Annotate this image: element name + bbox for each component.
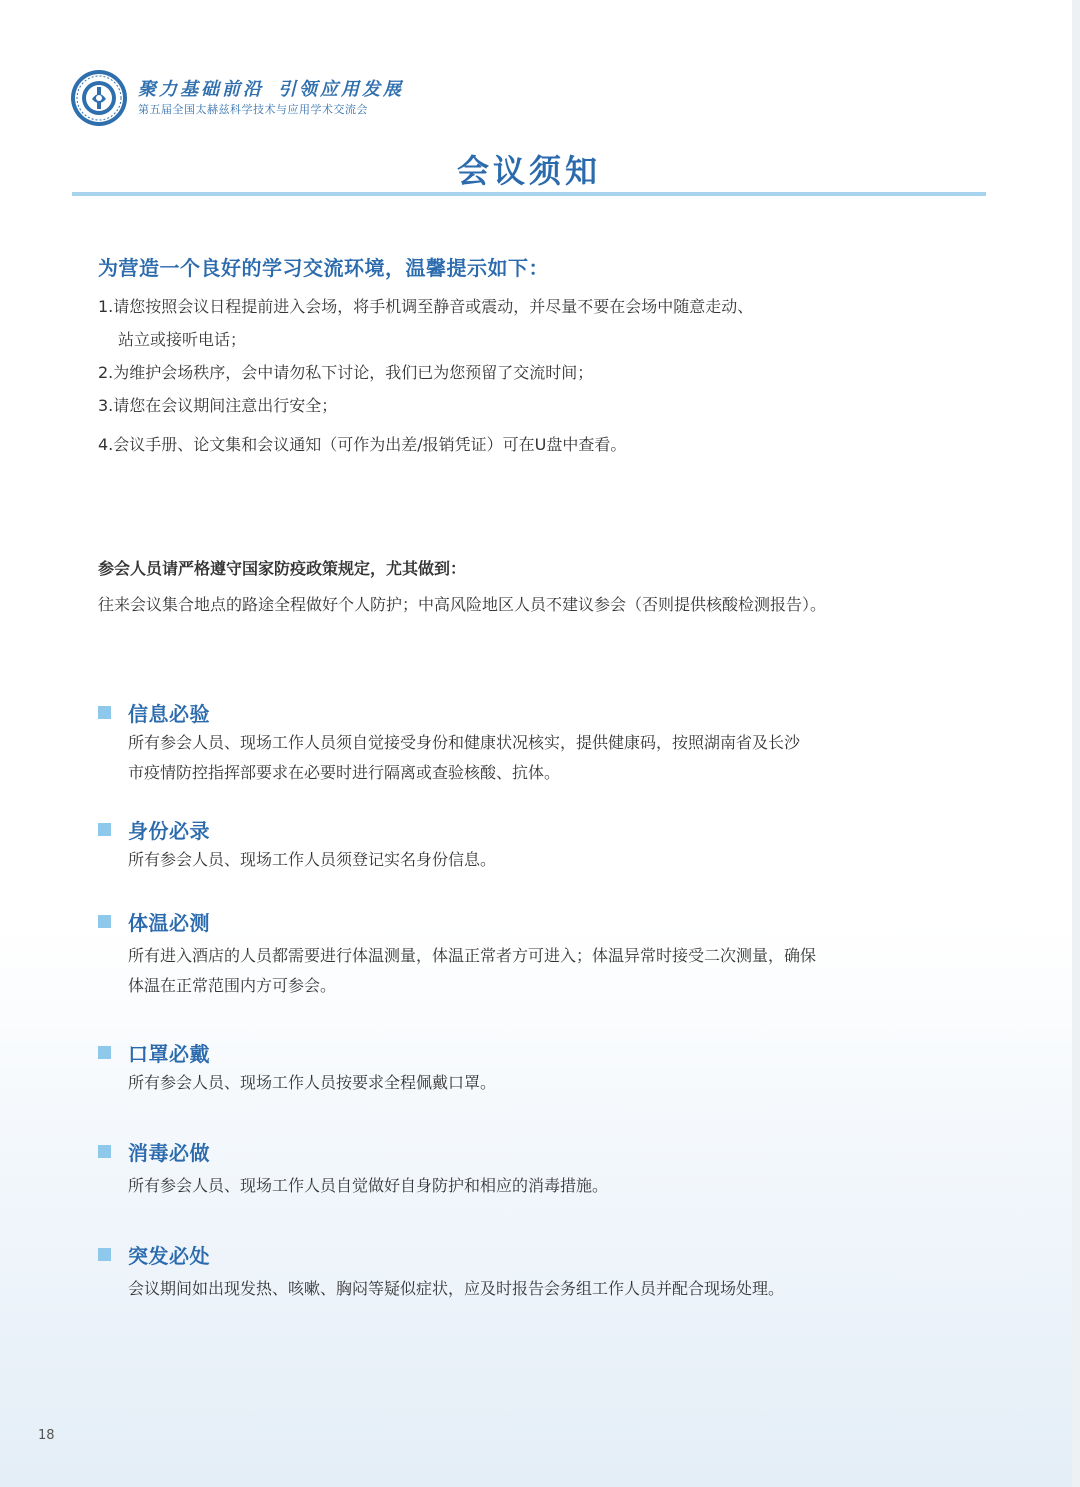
header-text xyxy=(138,78,404,118)
rule-title: 信息必验 xyxy=(128,701,210,726)
slogan-right: 引领应用发展 xyxy=(278,79,404,100)
rule-line: 所有参会人员、现场工作人员须自觉接受身份和健康状况核实，提供健康码，按照湖南省及长沙 xyxy=(128,733,801,752)
rule-title: 身份必录 xyxy=(128,818,210,843)
rule-mask-wearing xyxy=(98,1038,958,1098)
rule-temperature-check xyxy=(98,907,958,1001)
epidemic-text: 往来会议集合地点的路途全程做好个人防护；中高风险地区人员不建议参会（否则提供核酸检测报告）。 xyxy=(98,595,827,614)
rule-disinfection xyxy=(98,1137,958,1201)
rule-body xyxy=(98,845,958,875)
square-bullet-icon xyxy=(98,706,111,719)
rule-body xyxy=(98,1171,958,1201)
rule-title-row xyxy=(98,1240,958,1268)
square-bullet-icon xyxy=(98,1046,111,1059)
rule-identity-record xyxy=(98,815,958,875)
tip-item-continuation: 站立或接听电话； xyxy=(118,330,247,349)
rule-emergency-handling xyxy=(98,1240,958,1304)
tips-list xyxy=(98,290,958,461)
slogan-left: 聚力基础前沿 xyxy=(138,79,264,100)
intro-heading: 为营造一个良好的学习交流环境，温馨提示如下： xyxy=(98,256,549,280)
rule-line: 体温在正常范围内方可参会。 xyxy=(128,976,337,995)
rule-line: 会议期间如出现发热、咳嗽、胸闷等疑似症状，应及时报告会务组工作人员并配合现场处理。 xyxy=(128,1279,785,1298)
title-divider xyxy=(72,192,986,196)
square-bullet-icon xyxy=(98,915,111,928)
rule-title: 体温必测 xyxy=(128,910,210,935)
square-bullet-icon xyxy=(98,1248,111,1261)
rule-line: 所有参会人员、现场工作人员按要求全程佩戴口罩。 xyxy=(128,1073,497,1092)
rule-body xyxy=(98,941,958,1001)
page-number: 18 xyxy=(38,1428,55,1443)
rule-line: 所有参会人员、现场工作人员须登记实名身份信息。 xyxy=(128,850,497,869)
page-edge xyxy=(1072,0,1080,1487)
rule-line: 市疫情防控指挥部要求在必要时进行隔离或查验核酸、抗体。 xyxy=(128,763,561,782)
rule-title: 突发必处 xyxy=(128,1243,210,1268)
rule-title-row xyxy=(98,907,958,935)
rule-line: 所有参会人员、现场工作人员自觉做好自身防护和相应的消毒措施。 xyxy=(128,1176,609,1195)
conference-name: 第五届全国太赫兹科学技术与应用学术交流会 xyxy=(138,103,368,116)
rule-info-verify xyxy=(98,698,958,788)
conference-emblem-icon xyxy=(70,69,128,127)
rule-body xyxy=(98,728,958,788)
square-bullet-icon xyxy=(98,823,111,836)
rule-body xyxy=(98,1068,958,1098)
conference-header xyxy=(70,68,404,128)
rule-body xyxy=(98,1274,958,1304)
tip-item: 2.为维护会场秩序，会中请勿私下讨论，我们已为您预留了交流时间； xyxy=(98,363,594,382)
slogan xyxy=(138,78,404,102)
tip-item: 1.请您按照会议日程提前进入会场，将手机调至静音或震动，并尽量不要在会场中随意走动、 xyxy=(98,297,754,316)
tip-item: 3.请您在会议期间注意出行安全； xyxy=(98,396,338,415)
epidemic-heading: 参会人员请严格遵守国家防疫政策规定，尤其做到： xyxy=(98,559,467,578)
page-title: 会议须知 xyxy=(456,152,601,190)
rule-title-row xyxy=(98,1137,958,1165)
rule-title-row xyxy=(98,698,958,726)
rule-title: 口罩必戴 xyxy=(128,1041,210,1066)
rule-title-row xyxy=(98,815,958,843)
square-bullet-icon xyxy=(98,1145,111,1158)
rule-line: 所有进入酒店的人员都需要进行体温测量，体温正常者方可进入；体温异常时接受二次测量，确保 xyxy=(128,946,817,965)
rule-title: 消毒必做 xyxy=(128,1140,210,1165)
rule-title-row xyxy=(98,1038,958,1066)
tip-item: 4.会议手册、论文集和会议通知（可作为出差/报销凭证）可在U盘中查看。 xyxy=(98,435,627,454)
